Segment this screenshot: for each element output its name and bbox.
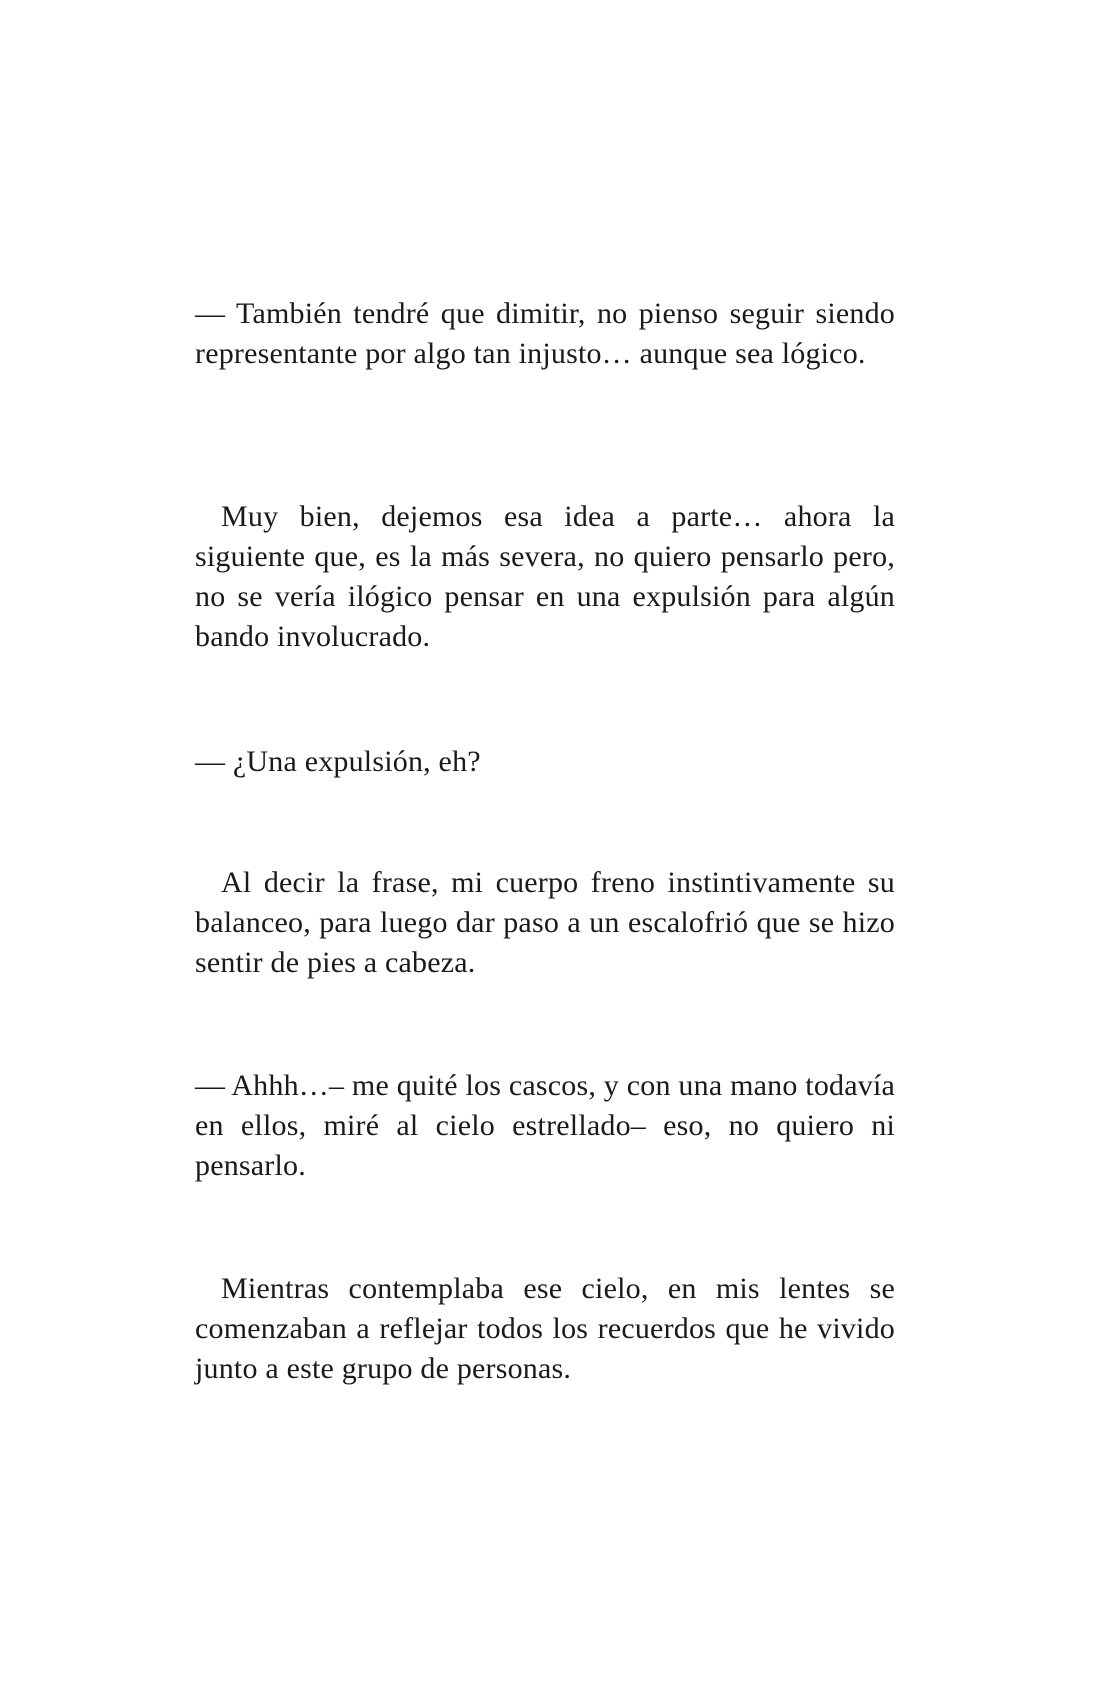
narration-paragraph-escalofrio: Al decir la frase, mi cuerpo freno instintivamente su balanceo, para luego dar paso a un escalofrió que se hizo sentir de pies a cabeza. [195,866,895,979]
dialogue-paragraph-dimitir: — También tendré que dimitir, no pienso seguir siendo representante por algo tan injusto… aunque sea lógico. [195,297,895,370]
dialogue-paragraph-question: — ¿Una expulsión, eh? [195,745,481,778]
narration-paragraph-recuerdos: Mientras contemplaba ese cielo, en mis lentes se comenzaban a reflejar todos los recuerdos que he vivido junto a este grupo de personas. [195,1272,895,1385]
narration-paragraph-expulsion: Muy bien, dejemos esa idea a parte… ahora la siguiente que, es la más severa, no quiero pensarlo pero, no se vería ilógico pensar en una expulsión para algún bando involucrado. [195,500,895,653]
dialogue-paragraph-cascos: — Ahhh…– me quité los cascos, y con una mano todavía en ellos, miré al cielo estrellado– eso, no quiero ni pensarlo. [195,1069,895,1182]
